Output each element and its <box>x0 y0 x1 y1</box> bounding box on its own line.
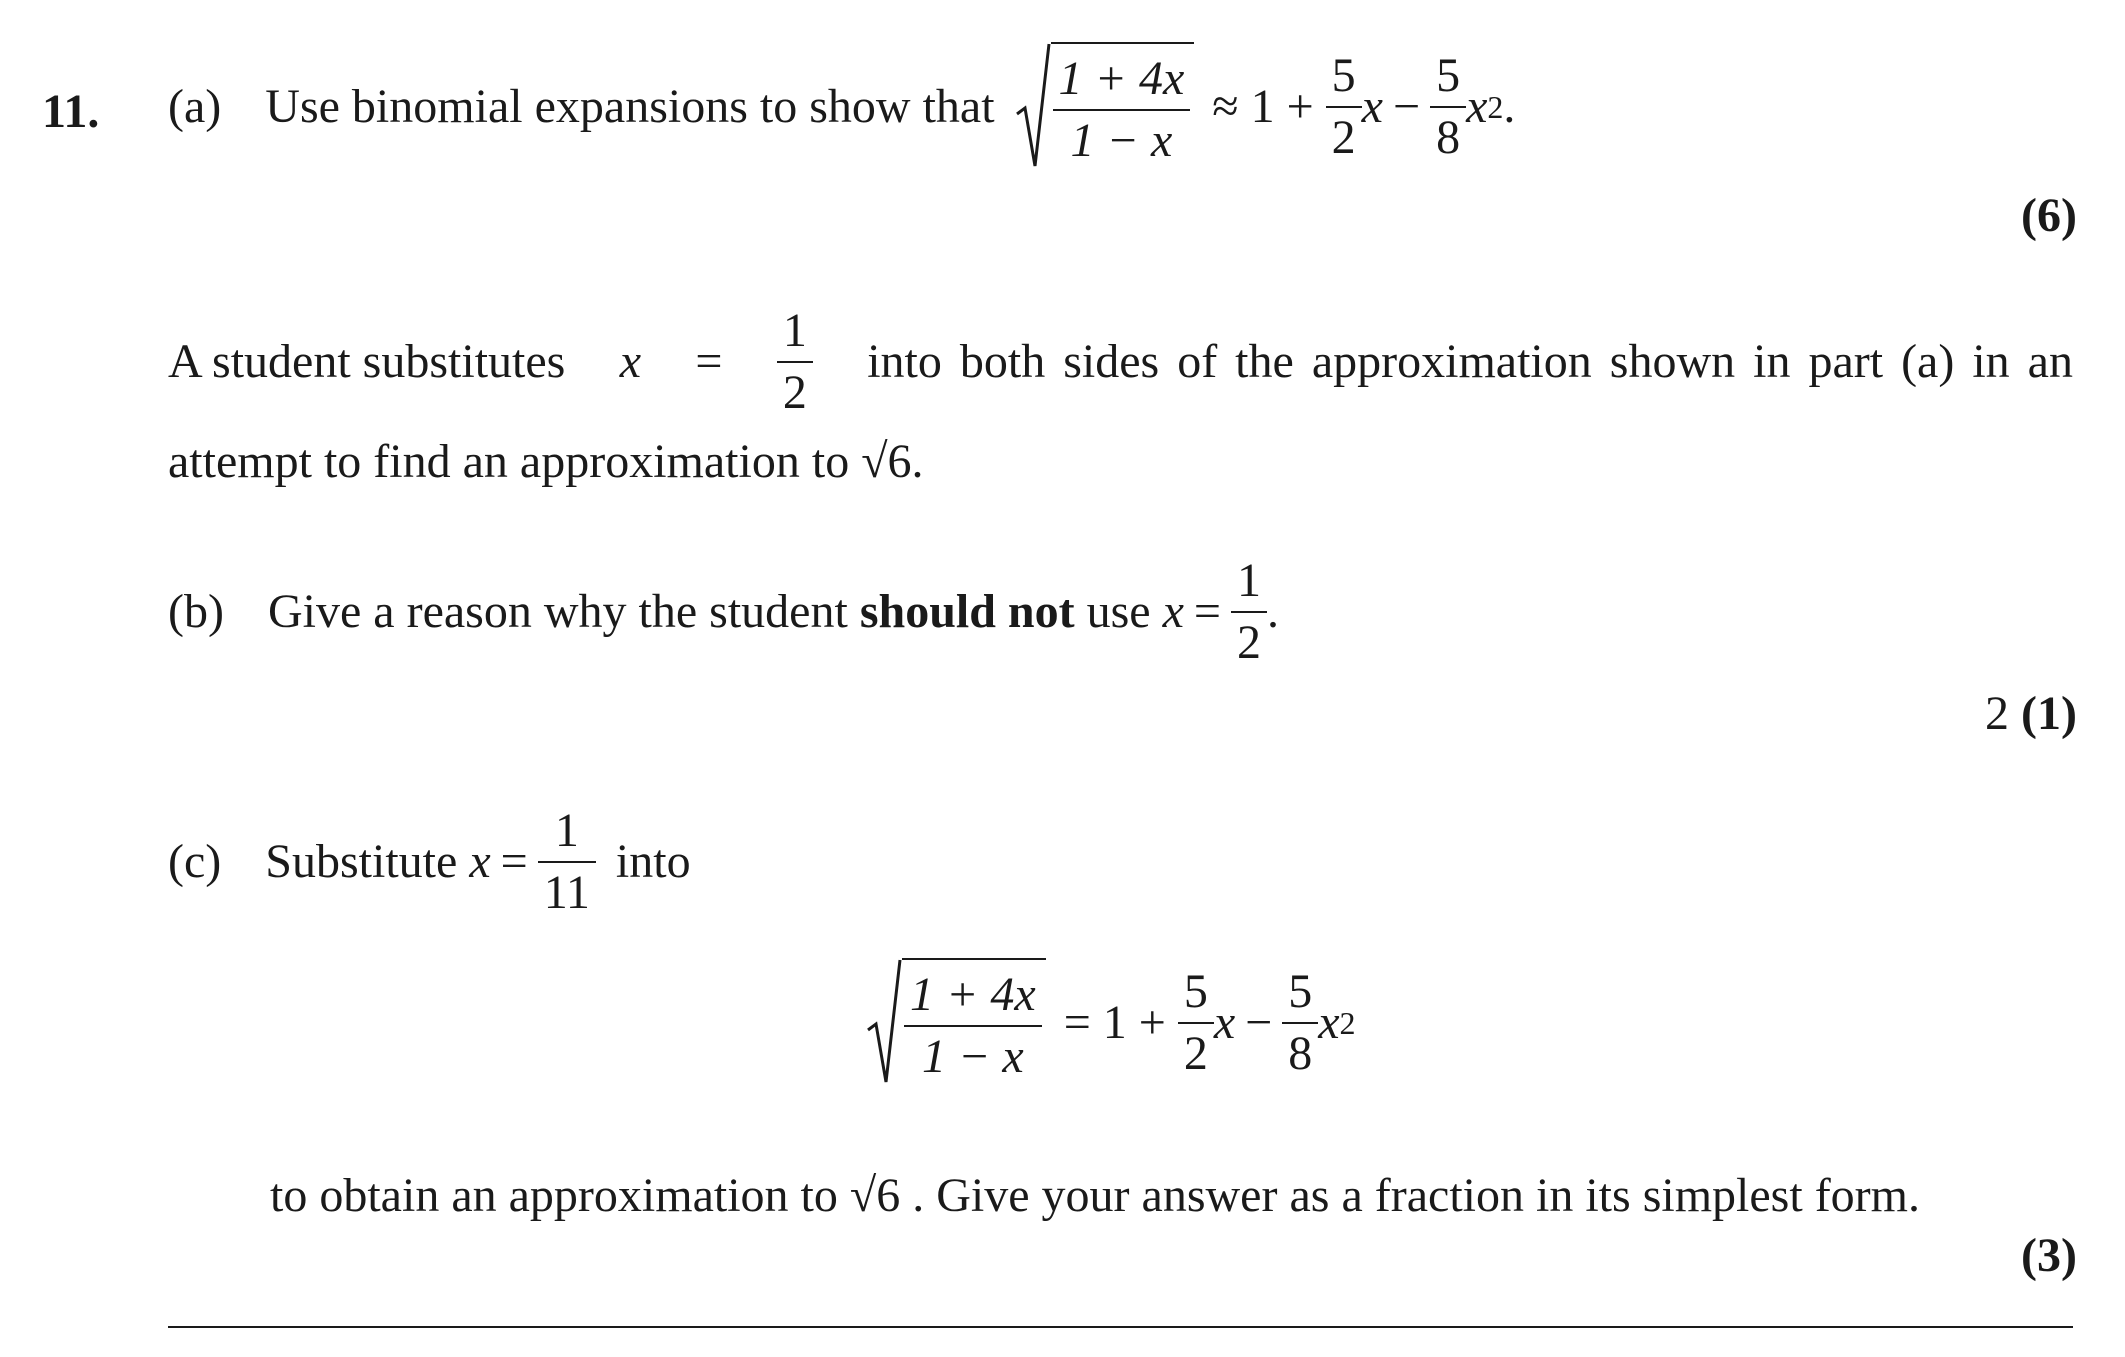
fraction-five-eighths <box>1430 49 1466 164</box>
sqrt-numerator: 1 + 4x <box>1058 52 1185 105</box>
radical-sign <box>866 958 902 1088</box>
intro-line-1 <box>168 302 2073 422</box>
fraction-denominator: 8 <box>1288 1027 1313 1080</box>
equals-sign: = <box>1193 585 1221 638</box>
fraction-five-halves <box>1178 965 1214 1080</box>
variable-x: x <box>619 335 642 388</box>
part-b-text-b: use <box>1086 585 1151 638</box>
intro-text-b: into both sides of the approximation shown in part (a) in an <box>867 335 2073 388</box>
fraction-one-half <box>777 304 813 419</box>
variable-x: x <box>1213 996 1236 1049</box>
part-c-text-c: to obtain an approximation to √6 . Give your answer as a fraction in its simplest form. <box>270 1169 1920 1222</box>
variable-x: x <box>469 835 491 888</box>
intro-line-2: attempt to find an approximation to √6. <box>168 435 924 488</box>
part-a-label: (a) <box>168 80 222 133</box>
fraction-numerator: 5 <box>1331 49 1356 102</box>
period: . <box>1266 585 1279 638</box>
approx-sign: ≈ 1 + <box>1212 80 1314 133</box>
fraction-numerator: 1 <box>1236 554 1261 607</box>
minus-sign: − <box>1245 996 1273 1049</box>
fraction-denominator: 8 <box>1436 111 1461 164</box>
fraction-denominator: 11 <box>543 866 590 919</box>
sqrt-expression <box>1015 42 1195 172</box>
variable-x: x <box>1466 80 1488 133</box>
part-b-marks-value: (1) <box>2021 687 2077 740</box>
variable-x: x <box>1318 996 1340 1049</box>
part-c-marks: (3) <box>2021 1229 2077 1282</box>
part-b-marks <box>1985 687 2077 740</box>
fraction-numerator: 5 <box>1436 49 1461 102</box>
part-c-equation: $\frac{1 + 4x}{1 - x}$ = 1 + $\frac{5}{2}$ x − $\frac{5}{8}$ x 2 <box>866 958 1356 1088</box>
part-b-line <box>168 552 1279 672</box>
part-b-label: (b) <box>168 585 224 638</box>
fraction-five-halves <box>1326 49 1362 164</box>
part-b-text-a: Give a reason why the student <box>267 585 848 638</box>
part-c-text-a: Substitute <box>265 835 458 888</box>
radical-sign <box>1015 42 1051 172</box>
sqrt-expression <box>866 958 1046 1088</box>
part-b-bold-text: should not <box>859 585 1075 638</box>
answer-line <box>168 1326 2073 1328</box>
fraction-numerator: 1 <box>782 304 807 357</box>
fraction-one-half <box>1231 554 1267 669</box>
sqrt-denominator: 1 − x <box>1070 114 1173 167</box>
fraction-numerator: 1 <box>554 804 579 857</box>
part-a-line: (a) Use binomial expansions to show that $\frac{1 + 4x}{1 - x}$ ≈ 1 + $\frac{5}{2}$ x − $\frac{5}{8}$ x 2 . <box>168 42 1515 172</box>
fraction-denominator: 2 <box>782 366 807 419</box>
fraction-numerator: 5 <box>1183 965 1208 1018</box>
intro-text-a: A student substitutes <box>168 335 566 388</box>
fraction-denominator: 2 <box>1236 616 1261 669</box>
sqrt-denominator: 1 − x <box>922 1030 1024 1083</box>
fraction-five-eighths <box>1282 965 1318 1080</box>
part-c-text-b: into <box>615 835 691 888</box>
part-a-text: Use binomial expansions to show that <box>265 80 995 133</box>
variable-x: x <box>1361 80 1383 133</box>
part-c-line <box>168 800 691 924</box>
part-a-marks: (6) <box>2021 189 2077 242</box>
equals-sign: = <box>500 835 528 888</box>
minus-sign: − <box>1392 80 1421 133</box>
fraction-denominator: 2 <box>1183 1027 1208 1080</box>
variable-x: x <box>1162 585 1184 638</box>
equals-sign: = <box>695 335 723 388</box>
part-b-marks-prefix: 2 <box>1985 687 2010 740</box>
period: . <box>1503 80 1516 133</box>
equals-one-plus: = 1 + <box>1063 996 1166 1049</box>
sqrt-numerator: 1 + 4x <box>910 968 1036 1021</box>
fraction-one-eleventh <box>538 804 596 919</box>
question-number: 11. <box>42 85 100 138</box>
part-c-label: (c) <box>168 835 222 888</box>
fraction-numerator: 5 <box>1288 965 1313 1018</box>
fraction-denominator: 2 <box>1331 111 1356 164</box>
